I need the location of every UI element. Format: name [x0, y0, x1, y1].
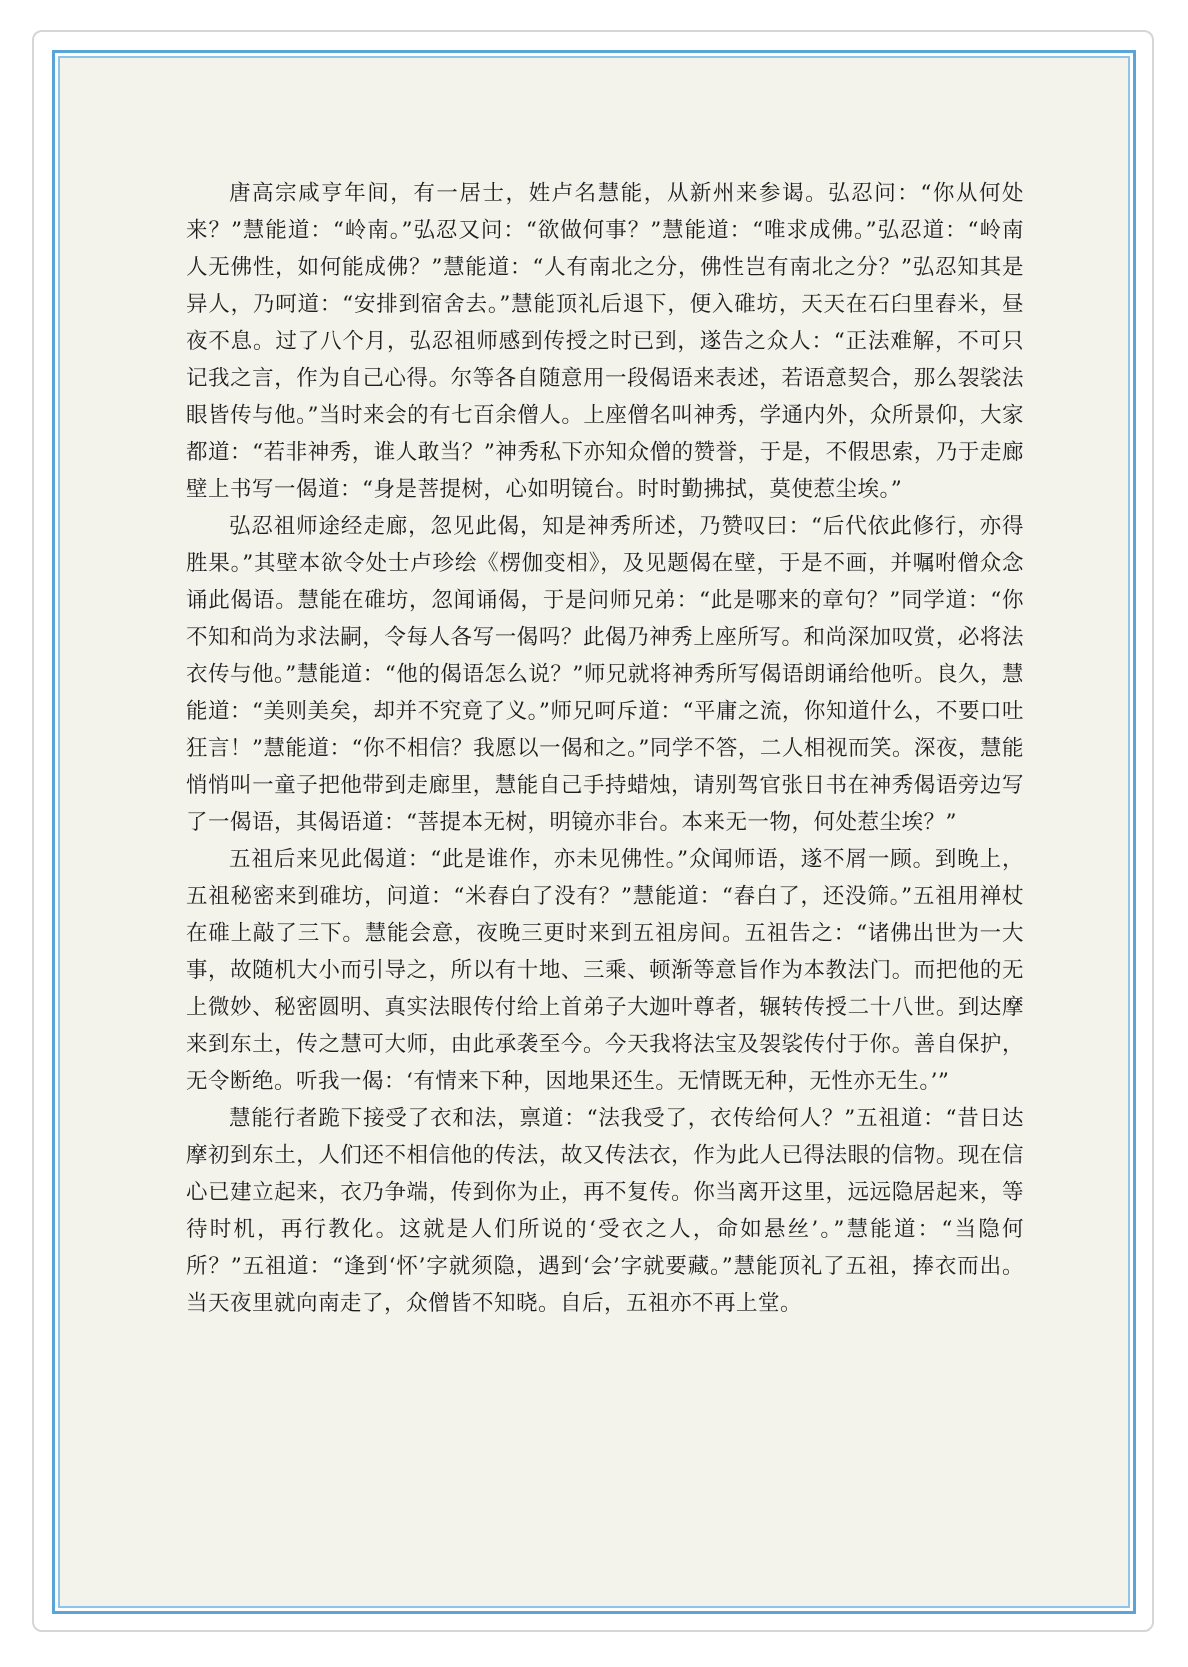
paragraph-1: 唐高宗咸亨年间，有一居士，姓卢名慧能，从新州来参谒。弘忍问：“你从何处来？”慧能道：“岭南。”弘忍又问：“欲做何事？”慧能道：“唯求成佛。”弘忍道：“岭南人无佛性，如何能成佛？”慧能道：“人有南北之分，佛性岂有南北之分？”弘忍知其是异人，乃呵道：“安排到宿舍去。”慧能顶礼后退下，便入碓坊，天天在石臼里舂米，昼夜不息。过了八个月，弘忍祖师感到传授之时已到，遂告之众人：“正法难解，不可只记我之言，作为自己心得。尔等各自随意用一段偈语来表述，若语意契合，那么袈裟法眼皆传与他。”当时来会的有七百余僧人。上座僧名叫神秀，学通内外，众所景仰，大家都道：“若非神秀，谁人敢当？”神秀私下亦知众僧的赞誉，于是，不假思索，乃于走廊壁上书写一偈道：“身是菩提树，心如明镜台。时时勤拂拭，莫使惹尘埃。”	[186, 181, 1024, 502]
paragraph-3: 五祖后来见此偈道：“此是谁作，亦未见佛性。”众闻师语，遂不屑一顾。到晚上，五祖秘密来到碓坊，问道：“米舂白了没有？”慧能道：“舂白了，还没筛。”五祖用禅杖在碓上敲了三下。慧能会意，夜晚三更时来到五祖房间。五祖告之：“诸佛出世为一大事，故随机大小而引导之，所以有十地、三乘、顿渐等意旨作为本教法门。而把他的无上微妙、秘密圆明、真实法眼传付给上首弟子大迦叶尊者，辗转传授二十八世。到达摩来到东土，传之慧可大师，由此承袭至今。今天我将法宝及袈裟传付于你。善自保护，无令断绝。听我一偈：‘有情来下种，因地果还生。无情既无种，无性亦无生。’”	[186, 847, 1024, 1094]
page-border	[52, 50, 1136, 1614]
body-text	[186, 175, 1024, 1322]
document-page	[58, 56, 1130, 1608]
paragraph-2: 弘忍祖师途经走廊，忽见此偈，知是神秀所述，乃赞叹曰：“后代依此修行，亦得胜果。”其壁本欲令处士卢珍绘《楞伽变相》，及见题偈在壁，于是不画，并嘱咐僧众念诵此偈语。慧能在碓坊，忽闻诵偈，于是问师兄弟：“此是哪来的章句？”同学道：“你不知和尚为求法嗣，令每人各写一偈吗？此偈乃神秀上座所写。和尚深加叹赏，必将法衣传与他。”慧能道：“他的偈语怎么说？”师兄就将神秀所写偈语朗诵给他听。良久，慧能道：“美则美矣，却并不究竟了义。”师兄呵斥道：“平庸之流，你知道什么，不要口吐狂言！”慧能道：“你不相信？我愿以一偈和之。”同学不答，二人相视而笑。深夜，慧能悄悄叫一童子把他带到走廊里，慧能自己手持蜡烛，请别驾官张日书在神秀偈语旁边写了一偈语，其偈语道：“菩提本无树，明镜亦非台。本来无一物，何处惹尘埃？”	[186, 514, 1024, 835]
paragraph-4: 慧能行者跪下接受了衣和法，禀道：“法我受了，衣传给何人？”五祖道：“昔日达摩初到东土，人们还不相信他的传法，故又传法衣，作为此人已得法眼的信物。现在信心已建立起来，衣乃争端，传到你为止，再不复传。你当离开这里，远远隐居起来，等待时机，再行教化。这就是人们所说的‘受衣之人，命如悬丝’。”慧能道：“当隐何所？”五祖道：“逢到‘怀’字就须隐，遇到‘会’字就要藏。”慧能顶礼了五祖，捧衣而出。当天夜里就向南走了，众僧皆不知晓。自后，五祖亦不再上堂。	[186, 1106, 1024, 1316]
